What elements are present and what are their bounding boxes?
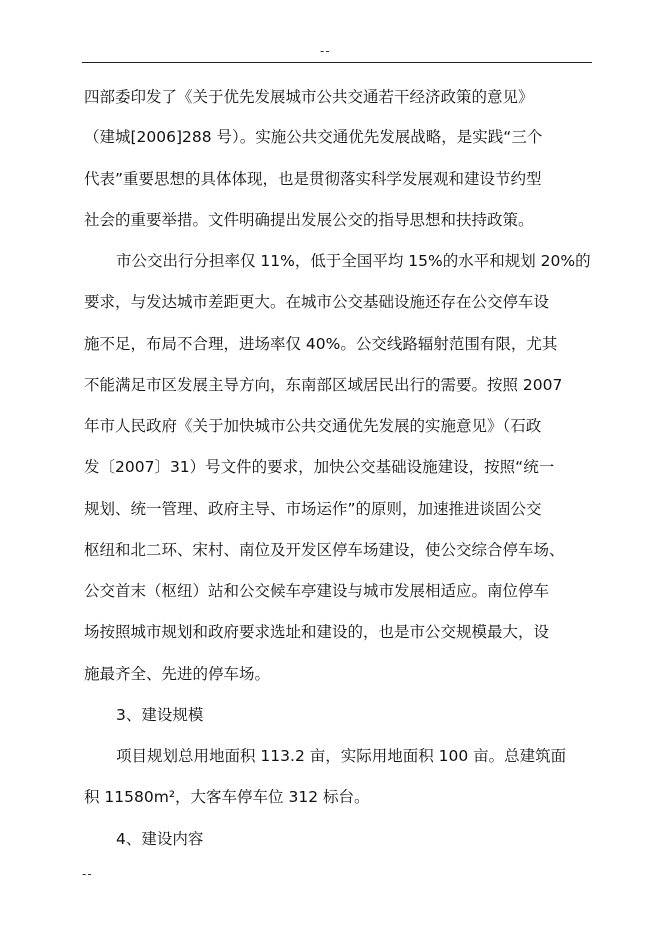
- text-line-15: 施最齐全、先进的停车场。: [84, 665, 271, 683]
- text-line-2: （建城[2006]288 号）。实施公共交通优先发展战略，是实践“三个: [84, 128, 543, 146]
- text-line-7: 施不足，布局不合理，进场率仅 40%。公交线路辐射范围有限，尤其: [84, 335, 558, 353]
- header-rule: [82, 62, 592, 63]
- text-line-9: 年市人民政府《关于加快城市公共交通优先发展的实施意见》（石政: [84, 417, 542, 435]
- text-line-10: 发〔2007〕31）号文件的要求，加快公交基础设施建设，按照“统一: [84, 458, 555, 476]
- text-line-3: 代表”重要思想的具体体现，也是贯彻落实科学发展观和建设节约型: [84, 170, 542, 188]
- footer-mark: --: [82, 867, 93, 881]
- text-line-14: 场按照城市规划和政府要求选址和建设的，也是市公交规模最大，设: [84, 623, 550, 641]
- text-line-12: 枢纽和北二环、宋村、南位及开发区停车场建设，使公交综合停车场、: [84, 541, 565, 559]
- text-line-4: 社会的重要举措。文件明确提出发展公交的指导思想和扶持政策。: [84, 211, 534, 229]
- text-line-5: 市公交出行分担率仅 11%，低于全国平均 15%的水平和规划 20%的: [116, 252, 591, 270]
- text-line-1: 四部委印发了《关于优先发展城市公共交通若干经济政策的意见》: [84, 88, 534, 106]
- text-line-8: 不能满足市区发展主导方向，东南部区域居民出行的需要。按照 2007: [84, 376, 563, 394]
- section-heading-3: 3、建设规模: [116, 706, 204, 724]
- text-line-18: 积 11580m²，大客车停车位 312 标台。: [84, 788, 370, 806]
- header-mark: --: [320, 44, 331, 58]
- section-heading-4: 4、建设内容: [116, 830, 204, 848]
- text-line-17: 项目规划总用地面积 113.2 亩，实际用地面积 100 亩。总建筑面: [116, 747, 567, 765]
- text-line-11: 规划、统一管理、政府主导、市场运作”的原则，加速推进谈固公交: [84, 500, 542, 518]
- text-line-6: 要求，与发达城市差距更大。在城市公交基础设施还存在公交停车设: [84, 293, 550, 311]
- text-line-13: 公交首末（枢纽）站和公交候车亭建设与城市发展相适应。南位停车: [84, 582, 550, 600]
